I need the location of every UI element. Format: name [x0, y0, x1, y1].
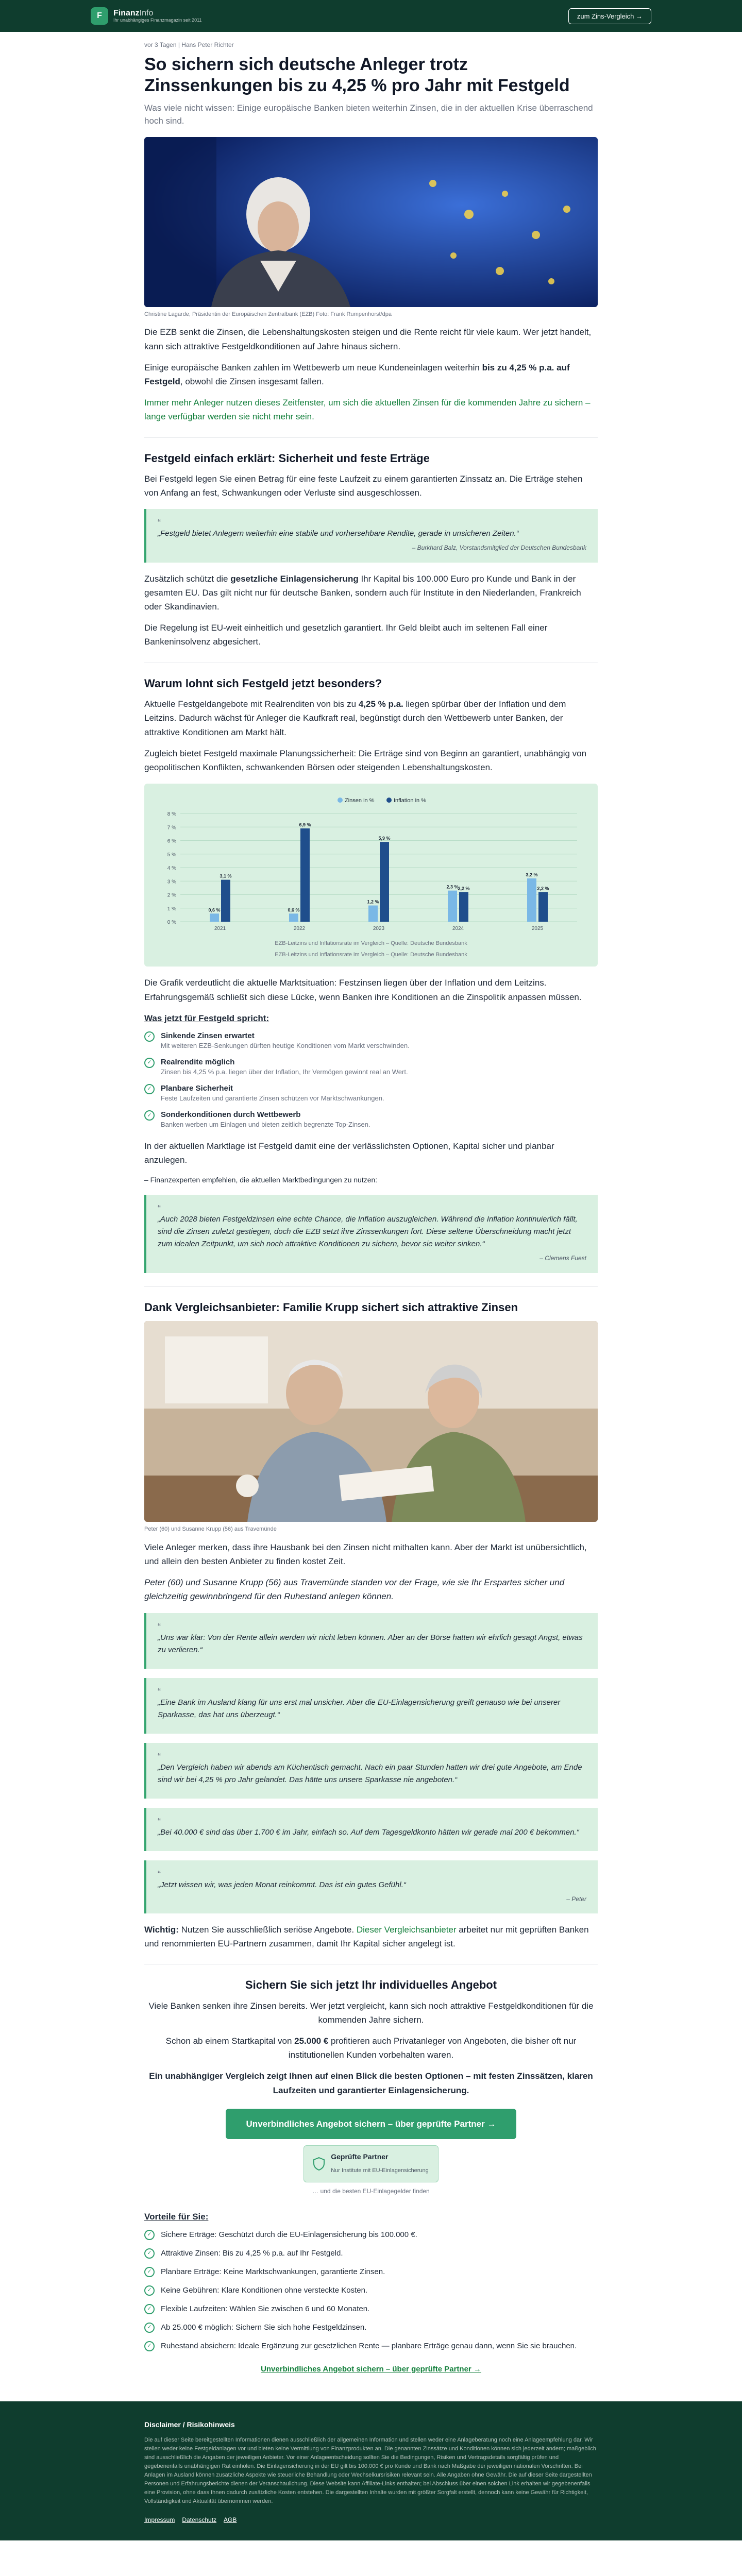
- check-icon: ✓: [144, 2323, 155, 2333]
- list-item: ✓ Sichere Erträge: Geschützt durch die EU-Einlagensicherung bis 100.000 €.: [144, 2229, 598, 2241]
- footer: [0, 2401, 742, 2540]
- section1-paragraph-2: Zusätzlich schützt die gesetzliche Einlagensicherung Ihr Kapital bis 100.000 Euro pro Kunde und Bank in der gesamten EU. Das gilt nicht nur für deutsche Banken, sondern auch für Institute in den Niederlanden, Frankreich oder Skandinavien.: [144, 573, 581, 612]
- shield-icon: [313, 2157, 325, 2171]
- x-tick-label: 2025: [531, 926, 544, 932]
- footer-links: [144, 2515, 598, 2525]
- important-note: Wichtig: Nutzen Sie ausschließlich seriöse Angebote. Dieser Vergleichsanbieter arbeitet nur mit geprüften Banken und renommierten EU-Partnern zusammen, damit Ihr Kapital sicher angelegt ist.: [144, 1924, 589, 1948]
- list-item: ✓ Sinkende Zinsen erwartet Mit weiteren EZB-Senkungen dürften heutige Konditionen vom Markt verschwinden.: [144, 1030, 598, 1050]
- reasons-heading: Was jetzt für Festgeld spricht:: [144, 1013, 269, 1023]
- check-icon: ✓: [144, 1084, 155, 1094]
- legend-swatch: [338, 798, 343, 803]
- bar-zinsen: [448, 891, 457, 922]
- intro-highlight: Immer mehr Anleger nutzen dieses Zeitfenster, um sich die aktuellen Zinsen für die kommenden Jahre zu sichern – lange verfügbar werden sie nicht mehr sein.: [144, 398, 591, 422]
- quote-fuest: “ „Auch 2028 bieten Festgeldzinsen eine echte Chance, die Inflation auszugleichen. Während die Inflation kontinuierlich fällt, sind die Zinsen zuletzt gestiegen, doch die EZB setzt ihre Zinssenkungen fort. Diese seltene Überschneidung macht jetzt zum idealen Zeitpunkt, um sich noch attraktive Konditionen zu sichern, bevor sie weiter sinken.“ – Clemens Fuest: [144, 1195, 598, 1273]
- check-icon: ✓: [144, 2230, 155, 2240]
- check-icon: ✓: [144, 2248, 155, 2259]
- bar-inflation: [300, 828, 310, 922]
- list-item: ✓ Planbare Sicherheit Feste Laufzeiten und garantierte Zinsen schützen vor Marktschwankungen.: [144, 1083, 598, 1103]
- x-tick-label: 2024: [452, 926, 464, 932]
- article-meta: vor 3 Tagen | Hans Peter Richter: [144, 41, 234, 48]
- bar-zinsen: [368, 906, 378, 922]
- check-icon: ✓: [144, 1110, 155, 1121]
- bar-inflation: [380, 842, 389, 922]
- list-item: ✓ Ab 25.000 € möglich: Sichern Sie sich hohe Festgeldzinsen.: [144, 2321, 598, 2334]
- section1-paragraph-1: Bei Festgeld legen Sie einen Betrag für eine feste Laufzeit zu einem garantierten Zinssatz an. Die Erträge stehen von Anfang an fest, Schwankungen oder Verluste sind ausgeschlossen.: [144, 474, 583, 498]
- zins-vergleich-button[interactable]: zum Zins-Vergleich →: [568, 8, 651, 24]
- data-label-zinsen: 0,6 %: [288, 907, 300, 913]
- benefits-heading: Vorteile für Sie:: [144, 2211, 209, 2222]
- check-icon: ✓: [144, 1031, 155, 1042]
- cta-paragraph-1: Viele Banken senken ihre Zinsen bereits. Wer jetzt vergleicht, kann sich noch attraktive Festgeldkonditionen für die kommenden Jahre sichern.: [148, 2001, 594, 2025]
- y-tick-label: 6 %: [167, 838, 176, 844]
- agb-link[interactable]: AGB: [224, 2516, 237, 2523]
- y-tick-label: 4 %: [167, 866, 176, 872]
- quote-icon: “: [158, 1751, 161, 1762]
- list-item: ✓ Realrendite möglich Zinsen bis 4,25 % p.a. liegen über der Inflation, Ihr Vermögen gewinnt real an Wert.: [144, 1057, 598, 1077]
- divider: [144, 437, 598, 438]
- data-label-inflation: 3,1 %: [220, 873, 232, 879]
- check-icon: ✓: [144, 1058, 155, 1068]
- list-item: ✓ Planbare Erträge: Keine Marktschwankungen, garantierte Zinsen.: [144, 2266, 598, 2278]
- quote-icon: “: [158, 1204, 161, 1214]
- brand-tagline: Ihr unabhängiges Finanzmagazin seit 2011: [113, 18, 202, 23]
- data-label-zinsen: 0,6 %: [208, 907, 221, 913]
- benefits-list: [144, 2229, 598, 2352]
- data-label-inflation: 5,9 %: [378, 836, 391, 841]
- y-tick-label: 2 %: [167, 892, 176, 899]
- disclaimer-title: Disclaimer / Risikohinweis: [144, 2420, 235, 2429]
- quote-icon: “: [158, 518, 161, 529]
- list-item: ✓ Flexible Laufzeiten: Wählen Sie zwischen 6 und 60 Monaten.: [144, 2303, 598, 2315]
- section2-paragraph-2: Zugleich bietet Festgeld maximale Planungssicherheit: Die Erträge sind von Beginn an garantiert, unabhängig von geopolitischen Konflikten, schwankenden Börsen oder steigenden Lebenshaltungskosten.: [144, 748, 587, 772]
- chart-source: EZB-Leitzins und Inflationsrate im Vergleich – Quelle: Deutsche Bundesbank: [275, 940, 467, 947]
- brand-logo[interactable]: [91, 7, 201, 25]
- vergleichsanbieter-link[interactable]: Dieser Vergleichsanbieter: [356, 1924, 457, 1935]
- y-tick-label: 8 %: [167, 811, 176, 818]
- brand-name: FinanzInfo: [113, 8, 154, 18]
- section2-paragraph-1: Aktuelle Festgeldangebote mit Realrenditen von bis zu 4,25 % p.a. liegen spürbar über der Inflation und dem Leitzins. Dadurch wächst für Anleger die Kaufkraft real, begünstigt durch den Wettbewerb unter Banken, der attraktive Konditionen am Markt hält.: [144, 699, 566, 737]
- section2-paragraph-3: Die Grafik verdeutlicht die aktuelle Marktsituation: Festzinsen liegen über der Inflation und dem Leitzins. Erfahrungsgemäß schließt sich diese Lücke, wenn Banken ihre Konditionen an die Zinspolitik anpassen müssen.: [144, 978, 582, 1002]
- photo-caption: Peter (60) und Susanne Krupp (56) aus Travemünde: [144, 1526, 277, 1533]
- x-tick-label: 2021: [214, 926, 226, 932]
- chart-caption: EZB-Leitzins und Inflationsrate im Vergleich – Quelle: Deutsche Bundesbank: [275, 951, 467, 958]
- top-bar: [0, 0, 742, 32]
- data-label-zinsen: 1,2 %: [367, 899, 379, 905]
- bar-zinsen: [527, 878, 536, 922]
- quote-balz: “ „Festgeld bietet Anlegern weiterhin eine stabile und vorhersehbare Rendite, gerade in unsicheren Zeiten.“ – Burkhard Balz, Vorstandsmitglied der Deutschen Bundesbank: [144, 509, 598, 562]
- intro-paragraph-2: Einige europäische Banken zahlen im Wettbewerb um neue Kundeneinlagen weiterhin bis zu 4,25 % p.a. auf Festgeld, obwohl die Zinsen insgesamt fallen.: [144, 362, 570, 386]
- y-tick-label: 1 %: [167, 906, 176, 912]
- section-title-festgeld: Festgeld einfach erklärt: Sicherheit und feste Erträge: [144, 451, 430, 465]
- data-label-inflation: 2,2 %: [458, 886, 470, 891]
- data-label-inflation: 2,2 %: [537, 886, 549, 891]
- bar-zinsen: [289, 913, 298, 922]
- check-icon: ✓: [144, 2304, 155, 2314]
- legend-swatch: [386, 798, 392, 803]
- legend-label: Zinsen in %: [345, 798, 375, 804]
- list-item: ✓ Attraktive Zinsen: Bis zu 4,25 % p.a. auf Ihr Festgeld.: [144, 2247, 598, 2260]
- check-icon: ✓: [144, 2341, 155, 2351]
- krupp-photo: [144, 1321, 598, 1522]
- disclaimer-text: Die auf dieser Seite bereitgestellten Informationen dienen ausschließlich der allgemeinen Information und stellen weder eine Anlageberatung noch eine Anlageempfehlung dar. Wir stellen weder keine Festgeldanlagen vor und bieten keine Vermittlung von Finanzprodukten an. Die genannten Zinssätze und Konditionen können sich jederzeit ändern; maßgeblich sind ausschließlich die Angaben der jeweiligen Anbieter. Vor einer Anlageentscheidung sollten Sie die Bedingungen, Risiken und Vertragsdetails sorgfältig prüfen und gegebenenfalls unabhängigen Rat einholen. Die Einlagensicherung in der EU gilt bis 100.000 € pro Kunde und Bank nach Maßgabe der jeweiligen nationalen Vorschriften. Bei Anlagen im Ausland können zusätzliche Aspekte wie steuerliche Behandlung oder Wechselkursrisiken relevant sein. Alle Angaben ohne Gewähr. Die auf dieser Seite dargestellten Personen und Erfahrungsberichte dienen der Veranschaulichung. Diese Website kann Affiliate-Links enthalten; bei Abschluss über einen solchen Link erhalten wir gegebenenfalls eine Provision, ohne dass Ihnen dadurch zusätzliche Kosten entstehen. Die dargestellten Inhalte wurden mit größter Sorgfalt erstellt, dennoch kann keine Gewähr für Richtigkeit, Vollständigkeit und Aktualität übernommen werden.: [144, 2436, 596, 2504]
- quote-icon: “: [158, 1816, 161, 1827]
- logo-icon: F: [91, 7, 108, 25]
- x-tick-label: 2023: [373, 926, 385, 932]
- cta-title: Sichern Sie sich jetzt Ihr individuelles Angebot: [245, 1978, 497, 1992]
- article-lead: Was viele nicht wissen: Einige europäische Banken bieten weiterhin Zinsen, die in der aktuellen Krise überraschend hoch sind.: [144, 103, 593, 126]
- y-tick-label: 5 %: [167, 852, 176, 858]
- expert-intro: – Finanzexperten empfehlen, die aktuellen Marktbedingungen zu nutzen:: [144, 1176, 378, 1184]
- impressum-link[interactable]: Impressum: [144, 2516, 175, 2523]
- check-icon: ✓: [144, 2267, 155, 2277]
- data-label-zinsen: 2,3 %: [446, 884, 459, 890]
- section2-paragraph-4: In der aktuellen Marktlage ist Festgeld damit eine der verlässlichsten Optionen, Kapital sicher und planbar anzulegen.: [144, 1141, 554, 1165]
- testimonial-quote: “ „Uns war klar: Von der Rente allein werden wir nicht leben können. Aber an der Börse hatten wir ehrlich gesagt Angst, etwas zu verlieren.“: [144, 1613, 598, 1669]
- check-icon: ✓: [144, 2285, 155, 2296]
- list-item: ✓ Keine Gebühren: Klare Konditionen ohne versteckte Kosten.: [144, 2284, 598, 2297]
- bar-inflation: [459, 892, 468, 922]
- hero-image: [144, 137, 598, 307]
- list-item: ✓ Ruhestand absichern: Ideale Ergänzung zur gesetzlichen Rente — planbare Erträge genau dann, wenn Sie sie brauchen.: [144, 2340, 598, 2352]
- x-tick-label: 2022: [293, 926, 306, 932]
- bar-inflation: [538, 892, 548, 922]
- section-title-warum: Warum lohnt sich Festgeld jetzt besonders?: [144, 676, 382, 690]
- article-title: So sichern sich deutsche Anleger trotz Zinssenkungen bis zu 4,25 % pro Jahr mit Festgeld: [144, 55, 570, 95]
- quote-icon: “: [158, 1621, 161, 1632]
- divider: [144, 1286, 598, 1287]
- cta-paragraph-3: Ein unabhängiger Vergleich zeigt Ihnen auf einen Blick die besten Optionen – mit festen Zinssätzen, klaren Laufzeiten und garantierter Einlagensicherung.: [149, 2071, 593, 2095]
- quote-icon: “: [158, 1686, 161, 1697]
- bottom-cta-link[interactable]: Unverbindliches Angebot sichern – über geprüfte Partner →: [261, 2364, 481, 2374]
- section3-paragraph-1: Viele Anleger merken, dass ihre Hausbank bei den Zinsen nicht mithalten kann. Aber der Markt ist unübersichtlich, und allein den besten Anbieter zu finden kostet Zeit.: [144, 1542, 587, 1566]
- article: [144, 32, 598, 2376]
- testimonial-quote: “ „Bei 40.000 € sind das über 1.700 € im Jahr, einfach so. Auf dem Tagesgeldkonto hätten wir gerade mal 200 € bekommen.“: [144, 1808, 598, 1851]
- data-label-inflation: 6,9 %: [299, 822, 311, 827]
- testimonial-quote: “ „Eine Bank im Ausland klang für uns erst mal unsicher. Aber die EU-Einlagensicherung greift genauso wie bei unserer Sparkasse, das hat uns überzeugt.“: [144, 1678, 598, 1734]
- testimonial-quote: “ „Jetzt wissen wir, was jeden Monat reinkommt. Das ist ein gutes Gefühl.“ – Peter: [144, 1860, 598, 1913]
- section3-paragraph-2: Peter (60) und Susanne Krupp (56) aus Travemünde standen vor der Frage, wie sie Ihr Erspartes sicher und gleichzeitig gewinnbringend für den Ruhestand anlegen können.: [144, 1578, 565, 1602]
- legend-label: Inflation in %: [394, 798, 426, 804]
- cta-small-note: … und die besten EU-Einlagegelder finden: [312, 2187, 430, 2195]
- cta-paragraph-2: Schon ab einem Startkapital von 25.000 € profitieren auch Privatanleger von Angeboten, die bisher oft nur institutionellen Kunden vorbehalten waren.: [165, 2036, 577, 2060]
- bar-inflation: [221, 880, 230, 922]
- list-item: ✓ Sonderkonditionen durch Wettbewerb Banken werben um Einlagen und bieten zeitlich begrenzte Top-Zinsen.: [144, 1109, 598, 1129]
- datenschutz-link[interactable]: Datenschutz: [182, 2516, 217, 2523]
- y-tick-label: 3 %: [167, 879, 176, 885]
- hero-caption: Christine Lagarde, Präsidentin der Europäischen Zentralbank (EZB) Foto: Frank Rumpenhorst/dpa: [144, 311, 392, 317]
- data-label-zinsen: 3,2 %: [526, 872, 538, 878]
- reasons-list: [144, 1030, 598, 1130]
- angebot-sichern-button[interactable]: Unverbindliches Angebot sichern – über geprüfte Partner →: [226, 2109, 517, 2139]
- y-tick-label: 0 %: [167, 920, 176, 926]
- testimonial-quote: “ „Den Vergleich haben wir abends am Küchentisch gemacht. Nach ein paar Stunden hatten wir drei gute Angebote, am Ende sind wir bei 4,25 % pro Jahr gelandet. Das hätte uns unsere Sparkasse nie angeboten.“: [144, 1743, 598, 1799]
- section-title-krupp: Dank Vergleichsanbieter: Familie Krupp sichert sich attraktive Zinsen: [144, 1300, 518, 1314]
- intro-paragraph-1: Die EZB senkt die Zinsen, die Lebenshaltungskosten steigen und die Rente reicht für viele kaum. Wer jetzt handelt, kann sich attraktive Festgeldkonditionen auf Jahre hinaus sichern.: [144, 327, 592, 351]
- cta-section: [144, 1978, 598, 2196]
- partner-badge: Geprüfte Partner Nur Institute mit EU-Einlagensicherung: [303, 2145, 439, 2182]
- section1-paragraph-3: Die Regelung ist EU-weit einheitlich und gesetzlich garantiert. Ihr Geld bleibt auch im seltenen Fall einer Bankeninsolvenz abgesichert.: [144, 623, 548, 647]
- bar-zinsen: [210, 913, 219, 922]
- zins-inflation-chart: [144, 784, 598, 967]
- chart-svg: [155, 793, 587, 937]
- quote-icon: “: [158, 1869, 161, 1879]
- y-tick-label: 7 %: [167, 825, 176, 831]
